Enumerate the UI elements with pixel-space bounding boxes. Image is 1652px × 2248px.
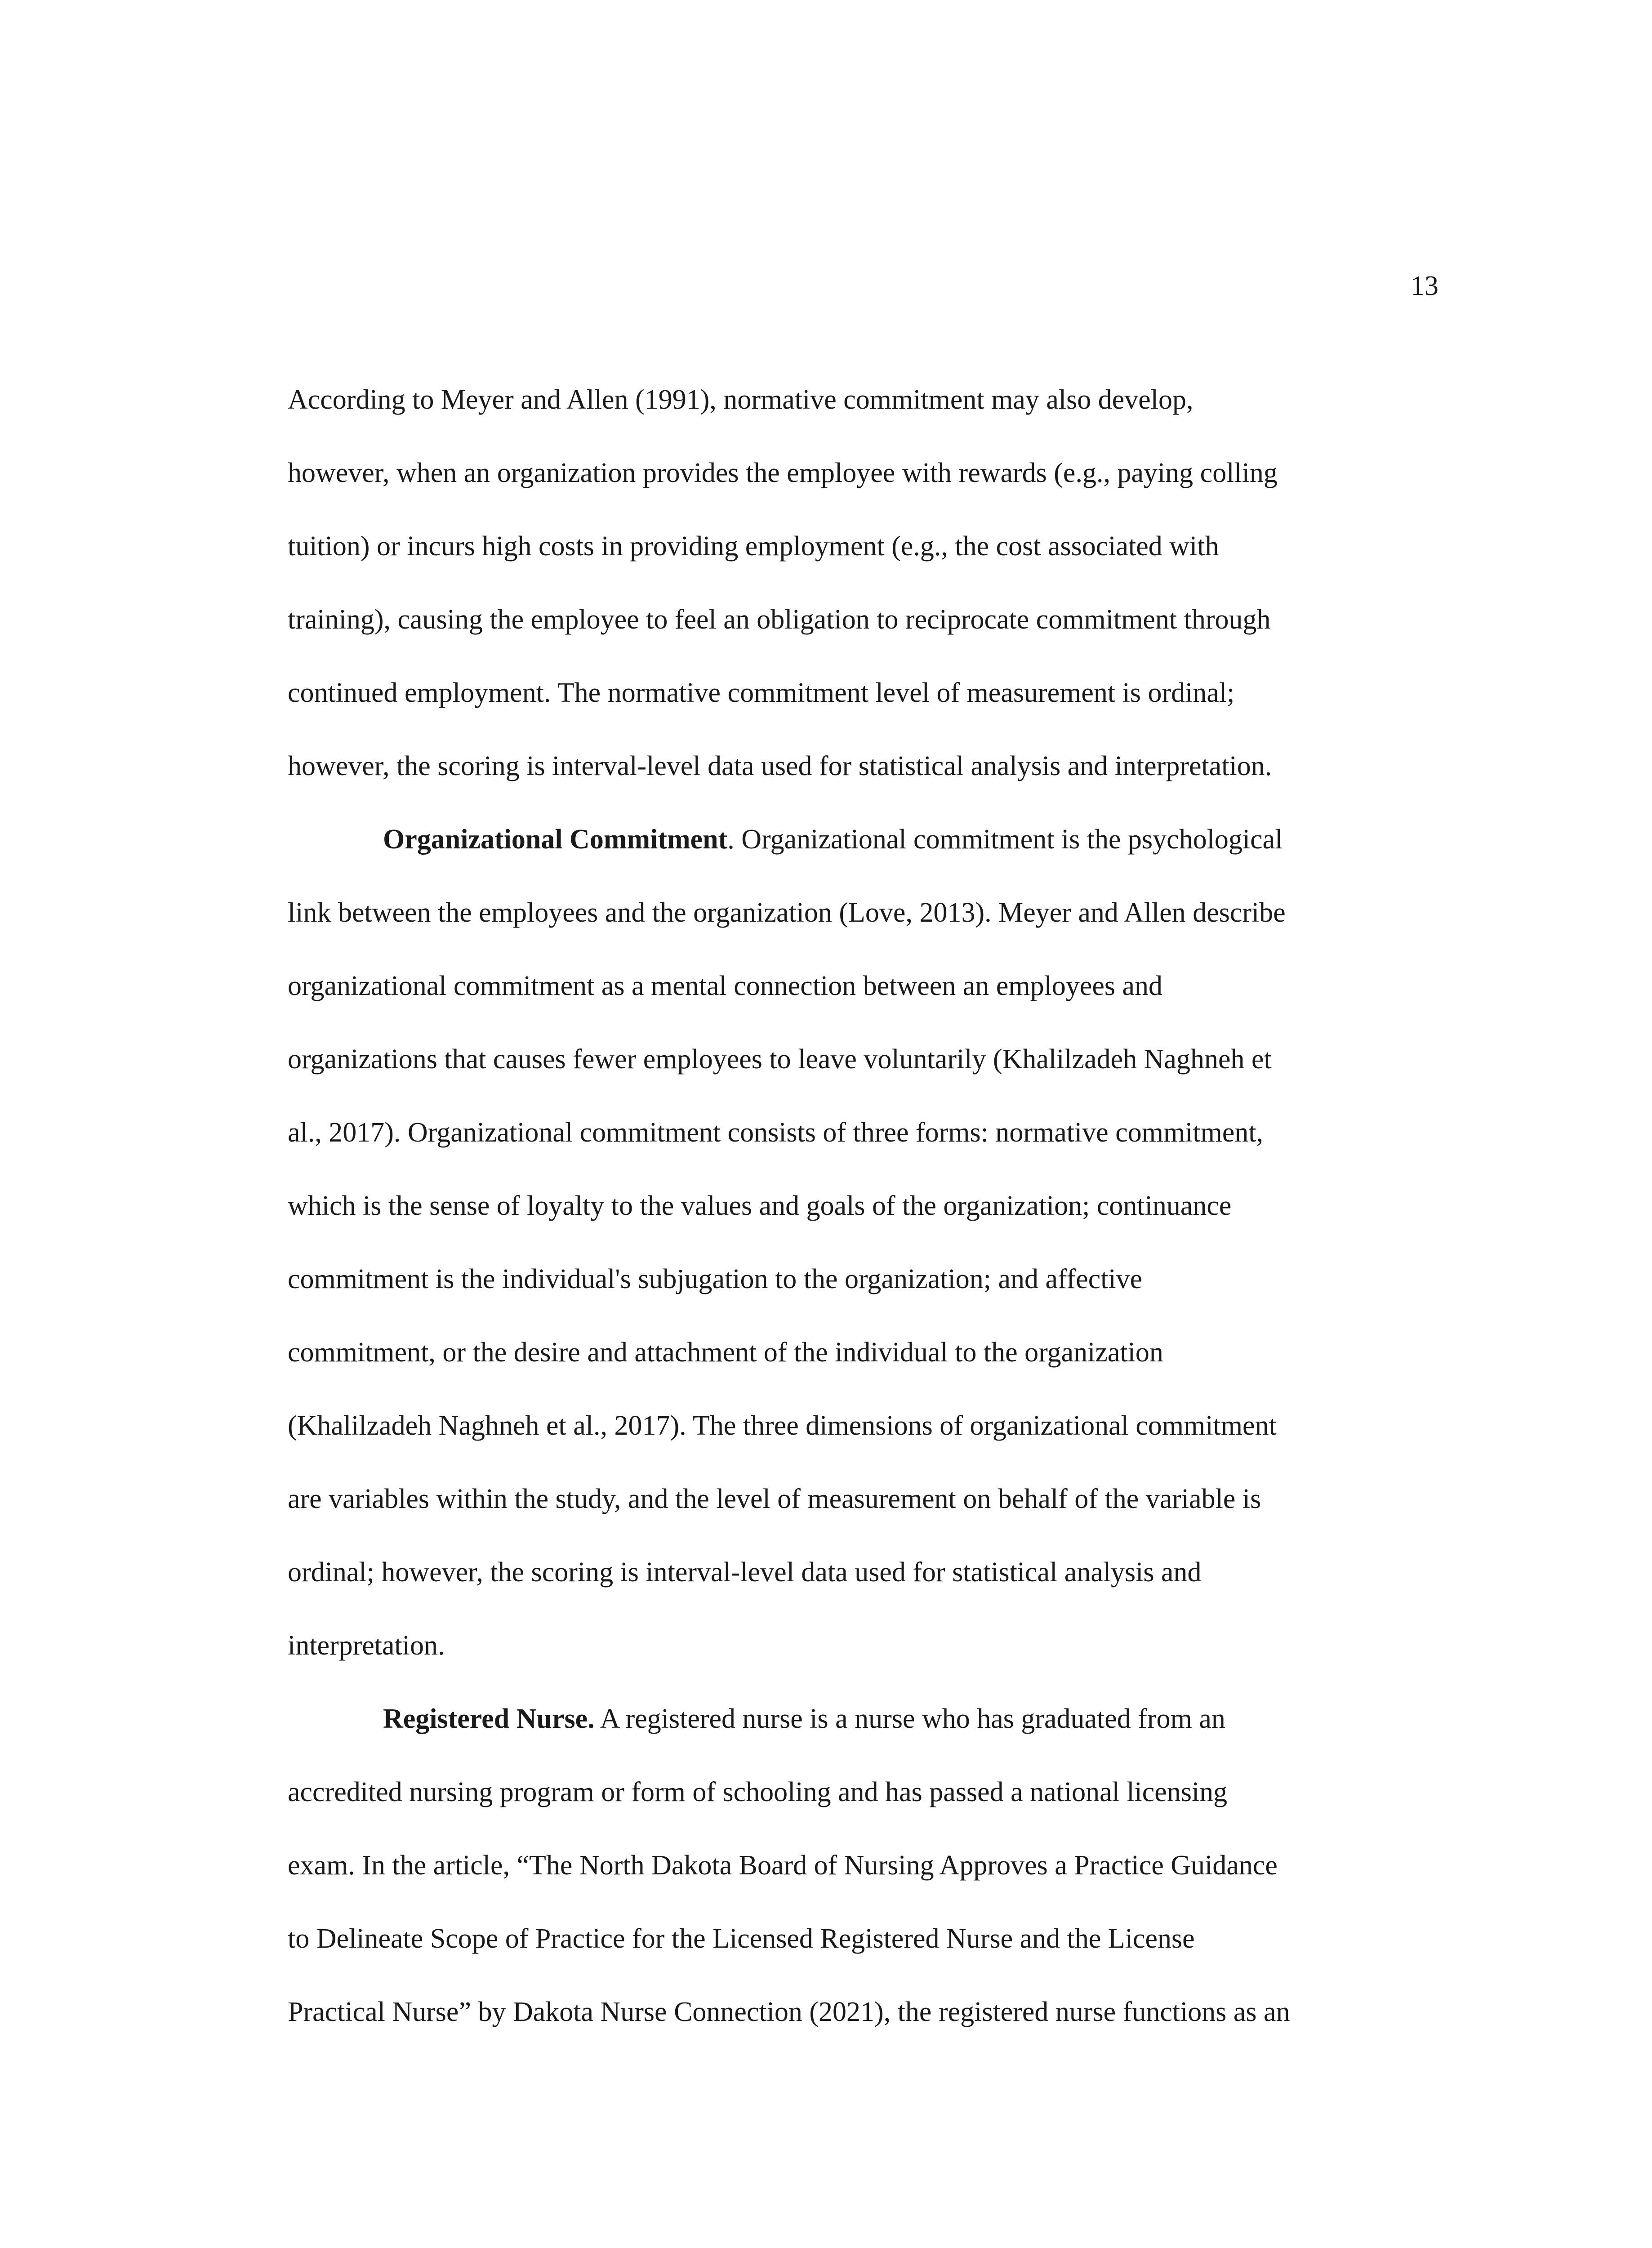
- text-line: are variables within the study, and the level of measurement on behalf of the variable is: [288, 1484, 1261, 1514]
- text-line: commitment, or the desire and attachment of the individual to the organization: [288, 1337, 1163, 1368]
- heading-line-text: A registered nurse is a nurse who has graduated from an: [594, 1704, 1225, 1734]
- page-number: 13: [1411, 271, 1438, 301]
- text-line: continued employment. The normative commitment level of measurement is ordinal;: [288, 678, 1235, 708]
- text-line: accredited nursing program or form of schooling and has passed a national licensing: [288, 1777, 1228, 1807]
- document-body: [288, 363, 1447, 2049]
- paragraph-normative-commitment: [288, 363, 1447, 803]
- text-line: al., 2017). Organizational commitment consists of three forms: normative commitment,: [288, 1117, 1264, 1148]
- text-line: organizations that causes fewer employees to leave voluntarily (Khalilzadeh Naghneh et: [288, 1044, 1272, 1075]
- text-line: exam. In the article, “The North Dakota Board of Nursing Approves a Practice Guidance: [288, 1850, 1278, 1881]
- text-line: link between the employees and the organization (Love, 2013). Meyer and Allen describe: [288, 897, 1286, 928]
- paragraph-organizational-commitment: [288, 803, 1447, 1682]
- text-line: to Delineate Scope of Practice for the Licensed Registered Nurse and the License: [288, 1923, 1195, 1954]
- text-line: organizational commitment as a mental connection between an employees and: [288, 971, 1163, 1001]
- text-line: [288, 1682, 1447, 1756]
- text-line: tuition) or incurs high costs in providing employment (e.g., the cost associated with: [288, 531, 1219, 562]
- text-line: According to Meyer and Allen (1991), normative commitment may also develop,: [288, 384, 1193, 415]
- text-line: however, the scoring is interval-level data used for statistical analysis and interpretation.: [288, 751, 1272, 781]
- paragraph-registered-nurse: [288, 1682, 1447, 2049]
- text-line: interpretation.: [288, 1630, 445, 1661]
- heading-line-text: . Organizational commitment is the psychological: [727, 824, 1283, 855]
- text-line: commitment is the individual's subjugation to the organization; and affective: [288, 1264, 1143, 1294]
- text-line: however, when an organization provides the employee with rewards (e.g., paying colling: [288, 458, 1278, 488]
- text-line: Practical Nurse” by Dakota Nurse Connection (2021), the registered nurse functions as an: [288, 1997, 1290, 2027]
- text-line: training), causing the employee to feel an obligation to reciprocate commitment through: [288, 604, 1271, 635]
- text-line: (Khalilzadeh Naghneh et al., 2017). The three dimensions of organizational commitment: [288, 1410, 1277, 1441]
- section-heading-organizational-commitment: Organizational Commitment: [383, 824, 728, 855]
- section-heading-registered-nurse: Registered Nurse.: [383, 1704, 595, 1734]
- text-line: [288, 803, 1447, 876]
- text-line: ordinal; however, the scoring is interval-level data used for statistical analysis and: [288, 1557, 1202, 1588]
- text-line: which is the sense of loyalty to the values and goals of the organization; continuance: [288, 1191, 1232, 1221]
